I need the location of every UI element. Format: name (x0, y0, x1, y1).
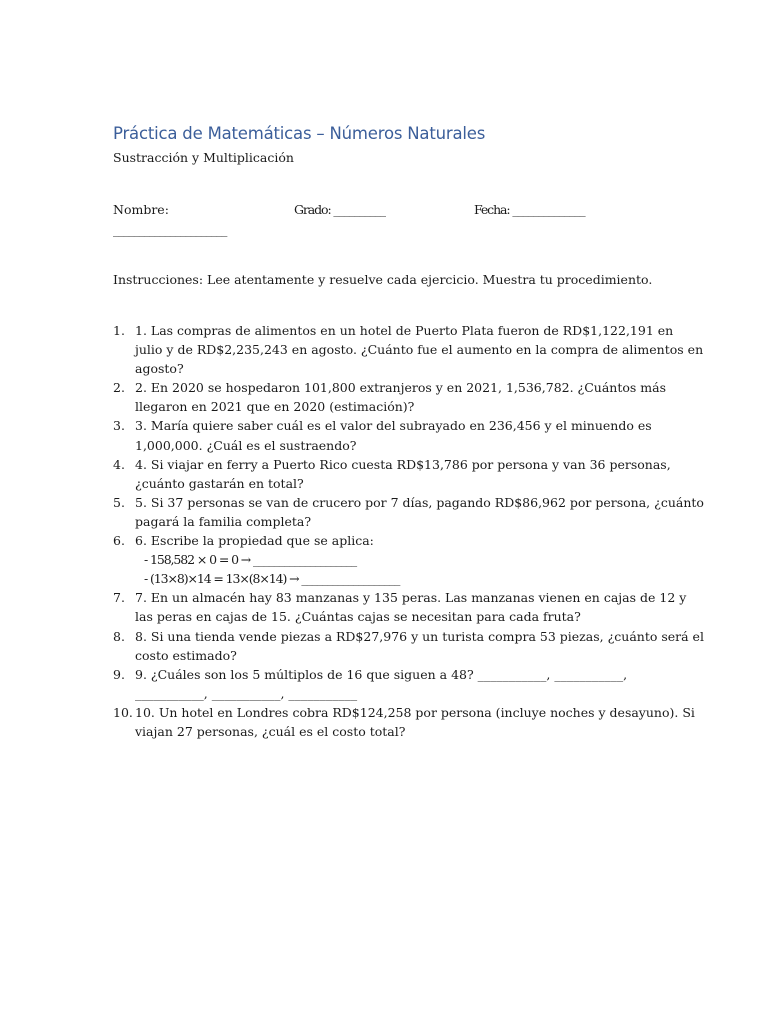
instructions-text: Instrucciones: Lee atentamente y resuelve cada ejercicio. Muestra tu procedimiento. (113, 272, 653, 287)
exercise-item (113, 531, 658, 588)
exercise-number: 3. (113, 418, 125, 434)
exercise-text-line: ¿cuánto gastarán en total? (135, 475, 304, 491)
exercise-text-line: viajan 27 personas, ¿cuál es el costo total? (135, 723, 406, 739)
exercise-number: 10. (113, 704, 133, 720)
exercise-text-line: 1. Las compras de alimentos en un hotel de Puerto Plata fueron de RD$1,122,191 en (135, 323, 674, 338)
exercise-item (113, 493, 704, 531)
exercise-item (113, 588, 687, 626)
exercise-text-line: 8. Si una tienda vende piezas a RD$27,976 y un turista compra 53 piezas, ¿cuánto será el (135, 628, 704, 644)
exercise-text-line: julio y de RD$2,235,243 en agosto. ¿Cuánto fue el aumento en la compra de alimentos en (135, 342, 704, 358)
page-subtitle: Sustracción y Multiplicación (113, 150, 294, 165)
exercise-item (113, 378, 667, 416)
exercise-number: 9. (113, 666, 125, 682)
exercise-item (113, 416, 658, 454)
grado-field: Grado: __________ (294, 202, 385, 217)
exercise-number: 6. (113, 533, 125, 549)
exercise-text-line: 3. María quiere saber cuál es el valor del subrayado en 236,456 y el minuendo es (135, 418, 652, 434)
nombre-label: Nombre: (113, 202, 169, 217)
exercise-item (113, 455, 671, 493)
exercise-number: 4. (113, 456, 125, 472)
page-title: Práctica de Matemáticas – Números Naturales (113, 124, 486, 143)
fecha-field: Fecha: ______________ (474, 202, 585, 217)
exercise-text-line: 4. Si viajar en ferry a Puerto Rico cuesta RD$13,786 por persona y van 36 personas, (135, 456, 671, 472)
exercise-number: 1. (113, 323, 125, 338)
exercise-text-line: llegaron en 2021 que en 2020 (estimación)? (135, 399, 415, 415)
exercise-text-line: 5. Si 37 personas se van de crucero por 7 días, pagando RD$86,962 por persona, ¿cuánto (135, 494, 704, 510)
exercise-text-line: 10. Un hotel en Londres cobra RD$124,258 por persona (incluye noches y desayuno). Si (135, 704, 695, 720)
exercise-text-line: las peras en cajas de 15. ¿Cuántas cajas se necesitan para cada fruta? (135, 609, 581, 625)
exercise-text-line: costo estimado? (135, 647, 237, 663)
exercise-item (113, 703, 695, 741)
exercise-item (113, 321, 704, 378)
exercise-number: 2. (113, 380, 125, 396)
exercise-text-line: 2. En 2020 se hospedaron 101,800 extranjeros y en 2021, 1,536,782. ¿Cuántos más (135, 380, 667, 396)
exercise-text-line: 1,000,000. ¿Cuál es el sustraendo? (135, 437, 357, 453)
property-subitem: - 158,582 × 0 = 0 → ____________________ (144, 552, 357, 568)
exercise-text-line: 7. En un almacén hay 83 manzanas y 135 peras. Las manzanas vienen en cajas de 12 y (135, 590, 687, 606)
exercise-list (113, 321, 704, 741)
exercise-item (113, 627, 704, 665)
nombre-blank-line: ______________________ (113, 222, 227, 237)
exercise-text-line: 6. Escribe la propiedad que se aplica: (135, 533, 374, 549)
exercise-item (113, 665, 658, 703)
property-subitem: - (13×8)×14 = 13×(8×14) → ___________________ (144, 571, 400, 587)
exercise-number: 7. (113, 590, 125, 606)
exercise-number: 8. (113, 628, 125, 644)
exercise-number: 5. (113, 494, 125, 510)
exercise-text-line: agosto? (135, 361, 184, 377)
exercise-text-line: pagará la familia completa? (135, 513, 312, 529)
exercise-text-line: ___________, ___________, ___________ (135, 685, 358, 701)
exercise-text-line: 9. ¿Cuáles son los 5 múltiplos de 16 que siguen a 48? ___________, ___________, (135, 666, 628, 682)
